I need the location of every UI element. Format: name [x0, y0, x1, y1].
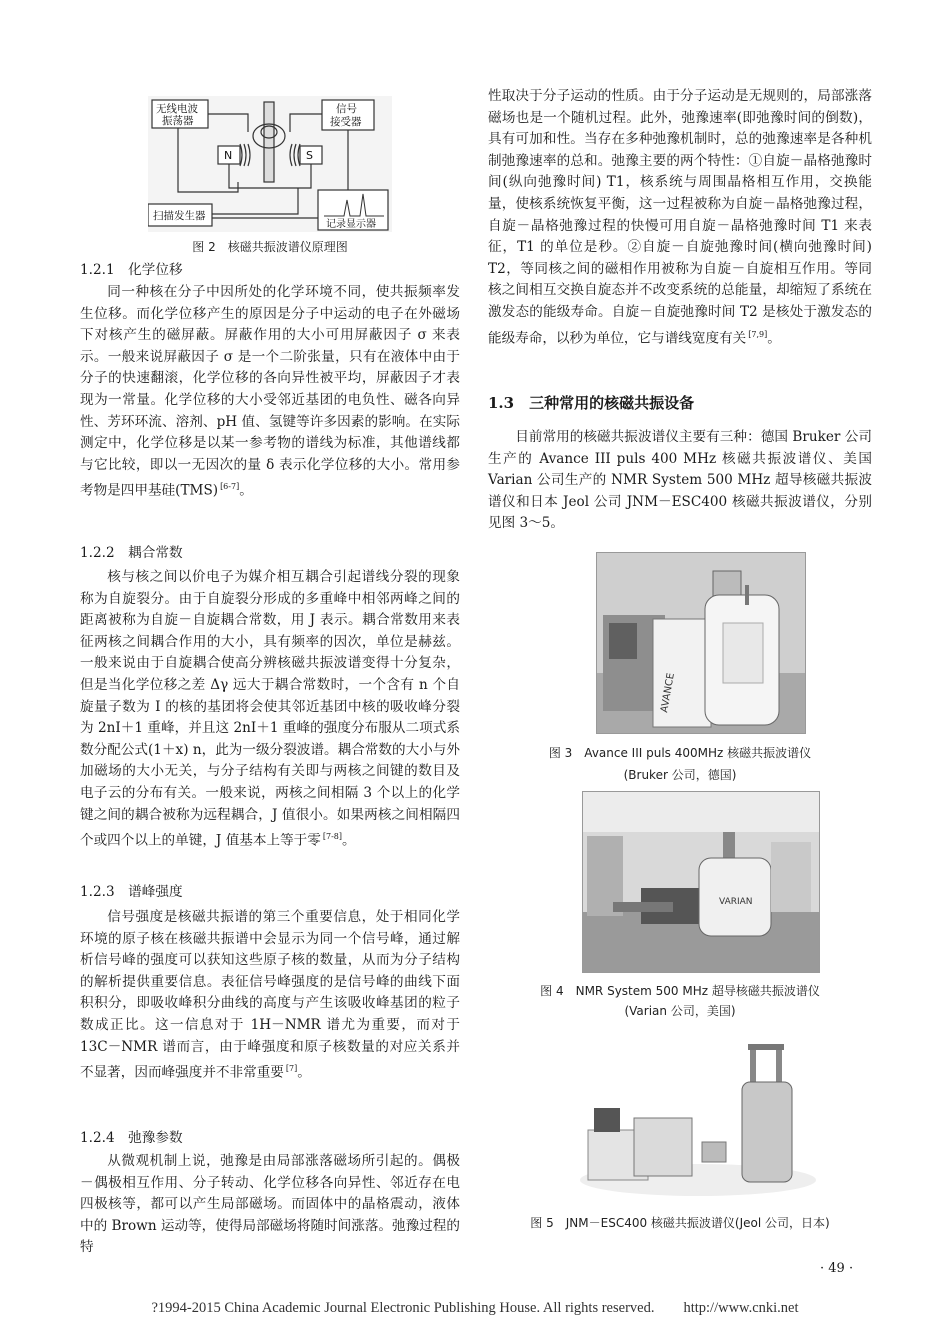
label-receiver-1: 信号: [336, 103, 357, 115]
heading-1-2-3: 1.2.3 谱峰强度: [80, 884, 183, 900]
paragraph-coupling-constant: 核与核之间以价电子为媒介相互耦合引起谱线分裂的现象称为自旋裂分。由于自旋裂分形成的多重峰中相邻两峰之间的距离被称为自旋－自旋耦合常数，用 J 表示。耦合常数用来表征两核之间耦合作用的大小，具有频率的因次，单位是赫兹。一般来说由于自旋耦合使高分辨核磁共振波谱变得十分复杂，但是当化学位移之差 Δγ 远大于耦合常数时，一个含有 n 个自旋量子数为 I 的核的基团将会使其邻近基团中核的吸收峰分裂为 2nI＋1 重峰，并且这 2nI＋1 重峰的强度分布服从二项式系数分配公式(1＋x) n，此为一级分裂波谱。耦合常数的大小与外加磁场的大小无关，与分子结构有关即与两核之间键的数目及电子云的分布有关。一般来说，两核之间相隔 3 个以上的化学键之间的耦合被称为远程耦合，J 值很小。如果两核之间相隔四个或四个以上的单键，J 值基本上等于零 [7-8]。: [80, 569, 460, 849]
avance-label: AVANCE: [659, 672, 677, 714]
relaxation-continued: [488, 86, 872, 350]
figure-3-caption-line1: 图 3 Avance III puls 400MHz 核磁共振波谱仪: [548, 746, 812, 760]
label-scan-generator: 扫描发生器: [153, 210, 206, 222]
label-n-pole: N: [224, 149, 233, 162]
figure-3-photo: [596, 552, 806, 734]
figure-2-caption: 图 2 核磁共振波谱仪原理图: [192, 240, 348, 254]
figure-4-caption-line1: 图 4 NMR System 500 MHz 超导核磁共振波谱仪: [540, 984, 820, 998]
label-recorder: 记录显示器: [326, 219, 376, 230]
section-1-2-4: [80, 1151, 460, 1259]
paragraph-peak-intensity: 信号强度是核磁共振谱的第三个重要信息，处于相同化学环境的原子核在核磁共振谱中会显示为同一个信号峰，通过解析信号峰的强度可以获知这些原子核的数量，从而为分子结构的解析提供重要信息。表征信号峰强度的是信号峰的曲线下面积积分，即吸收峰积分曲线的高度与产生该吸收峰基团的粒子数成正比。这一信息对于 1H－NMR 谱尤为重要，而对于 13C－NMR 谱而言，由于峰强度和原子核数量的对应关系并不显著，因而峰强度并不非常重要 [7]。: [80, 909, 460, 1081]
label-oscillator-1: 无线电波: [156, 103, 198, 115]
section-1-3: [488, 427, 872, 535]
heading-1-3: 1.3 三种常用的核磁共振设备: [488, 394, 695, 412]
label-s-pole: S: [306, 149, 313, 162]
figure-4-caption-line2: (Varian 公司，美国): [624, 1004, 736, 1018]
heading-1-2-4: 1.2.4 弛豫参数: [80, 1130, 183, 1146]
paragraph-three-devices: 目前常用的核磁共振波谱仪主要有三种：德国 Bruker 公司生产的 Avance III puls 400 MHz 核磁共振波谱仪、美国 Varian 公司生产的 NMR System 500 MHz 超导核磁共振波谱仪和日本 Jeol 公司 JNM－ESC400 核磁共振波谱仪，分别见图 3～5。: [488, 429, 872, 532]
footer-copyright: ?1994-2015 China Academic Journal Electronic Publishing House. All rights reserved. http://www.cnki.net: [151, 1300, 799, 1316]
heading-1-2-2: 1.2.2 耦合常数: [80, 545, 183, 561]
figure-2-diagram: [148, 96, 392, 232]
figure-4-photo: [582, 791, 820, 973]
section-1-2-1: [80, 282, 460, 502]
section-1-2-3: [80, 907, 460, 1084]
heading-1-2-1: 1.2.1 化学位移: [80, 262, 183, 278]
paragraph-relaxation-continued: 性取决于分子运动的性质。由于分子运动是无规则的，局部涨落磁场也是一个随机过程。此外，弛豫速率(即弛豫时间的倒数)，具有可加和性。当存在多种弛豫机制时，总的弛豫速率是各种机制弛豫速率的总和。弛豫主要的两个特性：①自旋－晶格弛豫时间(纵向弛豫时间) T1，核系统与周围晶格相互作用，交换能量，使核系统恢复平衡，这一过程被称为自旋－晶格弛豫过程，自旋－晶格弛豫过程的快慢可用自旋－晶格弛豫时间 T1 来表征，T1 的单位是秒。②自旋－自旋弛豫时间(横向弛豫时间) T2，等同核之间的磁相作用被称为自旋－自旋相互作用。等同核之间相互交换自旋态并不改变系统的总能量，却缩短了系统在激发态的能级寿命。自旋－自旋弛豫时间 T2 是核处于激发态的能级寿命，以秒为单位，它与谱线宽度有关 [7,9]。: [488, 88, 872, 347]
label-receiver-2: 接受器: [330, 116, 362, 128]
figure-5-photo: [578, 1030, 818, 1202]
paragraph-relaxation: 从微观机制上说，弛豫是由局部涨落磁场所引起的。偶极－偶极相互作用、分子转动、化学位移各向异性、邻近存在电四极核等，都可以产生局部磁场。而固体中的晶格震动，液体中的 Brown 运动等，使得局部磁场将随时间涨落。弛豫过程的特: [80, 1153, 460, 1256]
paragraph-chemical-shift: 同一种核在分子中因所处的化学环境不同，使共振频率发生位移。而化学位移产生的原因是分子中运动的电子在外磁场下对核产生的磁屏蔽。屏蔽作用的大小可用屏蔽因子 σ 来表示。一般来说屏蔽因子 σ 是一个二阶张量，只有在液体中由于分子的快速翻滚，化学位移的各向异性被平均，屏蔽因子才表现为一常量。化学位移的大小受邻近基团的电负性、磁各向异性、芳环环流、溶剂、pH 值、氢键等许多因素的影响。在实际测定中，化学位移是以某一参考物的谱线为标准，其他谱线都与它比较，即以一无因次的量 δ 表示化学位移的大小。常用参考物是四甲基硅(TMS) [6-7]。: [80, 284, 460, 499]
varian-label: VARIAN: [719, 897, 753, 907]
page-number: · 49 ·: [820, 1261, 854, 1276]
figure-5-caption: 图 5 JNM－ESC400 核磁共振波谱仪(Jeol 公司，日本): [530, 1216, 830, 1230]
section-1-2-2: [80, 567, 460, 852]
label-oscillator-2: 振荡器: [162, 115, 194, 127]
figure-3-caption-line2: (Bruker 公司，德国): [623, 768, 737, 782]
